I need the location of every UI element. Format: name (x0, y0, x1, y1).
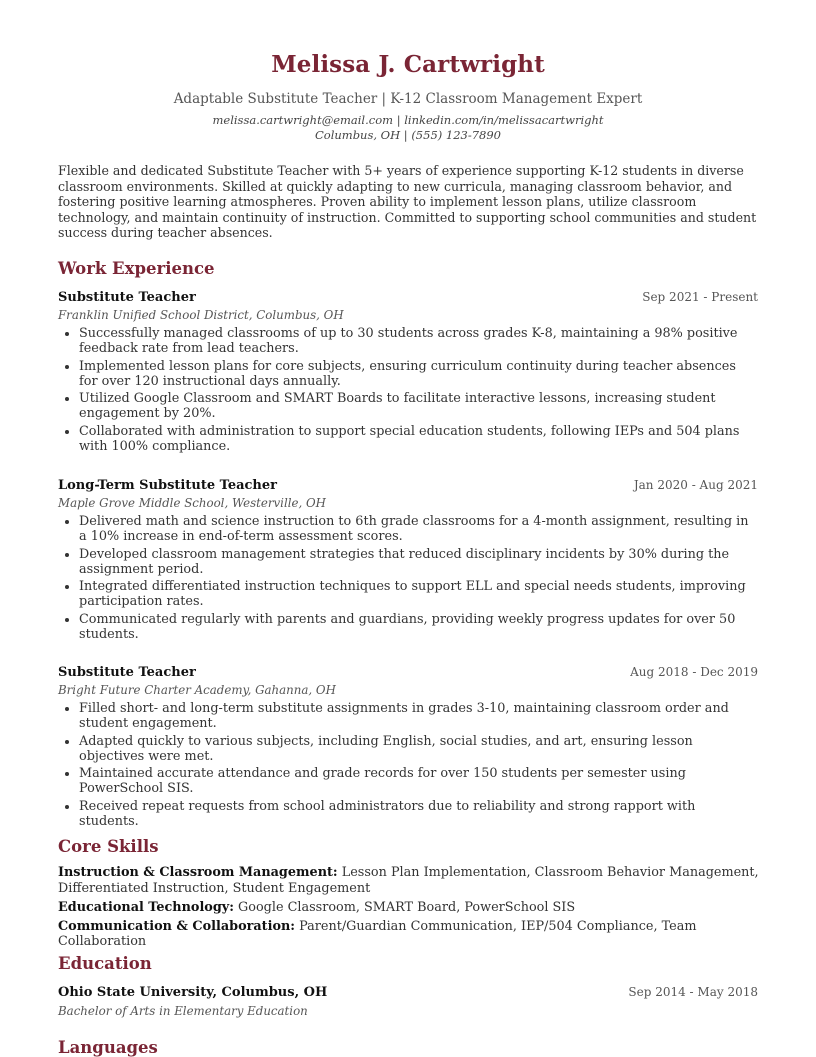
bullet-item: • Received repeat requests from school administrators due to reliability and strong rapport with students. (79, 799, 758, 829)
skill-category: Communication & Collaboration: (58, 918, 296, 934)
bullet-item: • Maintained accurate attendance and grade records for over 150 students per semester using PowerSchool SIS. (79, 766, 758, 796)
bullet-item: • Utilized Google Classroom and SMART Boards to facilitate interactive lessons, increasing student engagement by 20%. (79, 391, 758, 421)
skill-items: Lesson Plan Implementation, Classroom Behavior Management, Differentiated Instruction, Student Engagement (58, 865, 759, 896)
skill-items: Parent/Guardian Communication, IEP/504 Compliance, Team Collaboration (58, 918, 697, 950)
skill-line (58, 900, 760, 916)
skill-line (58, 919, 760, 950)
job-entry (58, 290, 758, 456)
subtitle: Adaptable Substitute Teacher | K-12 Classroom Management Expert (173, 91, 643, 107)
summary: Flexible and dedicated Substitute Teacher with 5+ years of experience supporting K-12 students in diverse classroom environments. Skilled at quickly adapting to new curricula, managing classroom behavior, and fostering positive learning atmospheres. Proven ability to implement lesson plans, utilize classroom technology, and maintain continuity of instruction. Committed to supporting school communities and student success during teacher absences. (58, 163, 757, 241)
skill-category: Educational Technology: (58, 899, 234, 915)
contact-line-1: melissa.cartwright@email.com | linkedin.com/in/melissacartwright (212, 113, 604, 127)
job-date: Sep 2021 - Present (642, 290, 758, 304)
bullet-item: • Delivered math and science instruction to 6th grade classrooms for a 4-month assignment, resulting in a 10% increase in end-of-term assessment scores. (79, 514, 758, 544)
job-title: Substitute Teacher (58, 290, 196, 305)
education-date: Sep 2014 - May 2018 (628, 985, 758, 999)
name-heading: Melissa J. Cartwright (271, 51, 545, 78)
section-title-work: Work Experience (58, 259, 215, 278)
bullet-item: • Collaborated with administration to support special education students, following IEPs and 504 plans with 100% compliance. (79, 424, 758, 454)
skills-list (58, 865, 760, 953)
bullet-item: • Filled short- and long-term substitute assignments in grades 3-10, maintaining classroom order and student engagement. (79, 701, 758, 731)
job-org: Franklin Unified School District, Columbus, OH (58, 308, 344, 322)
contact-line-2: Columbus, OH | (555) 123-7890 (314, 128, 502, 142)
job-title: Substitute Teacher (58, 665, 196, 680)
education-degree: Bachelor of Arts in Elementary Education (58, 1004, 308, 1018)
job-bullets (58, 326, 758, 454)
bullet-item: • Implemented lesson plans for core subjects, ensuring curriculum continuity during teacher absences for over 120 instructional days annually. (79, 359, 758, 389)
section-title-education: Education (58, 954, 152, 973)
job-bullets (58, 514, 758, 642)
job-title: Long-Term Substitute Teacher (58, 478, 277, 493)
bullet-item: • Adapted quickly to various subjects, including English, social studies, and art, ensuring lesson objectives were met. (79, 734, 758, 764)
section-title-skills: Core Skills (58, 837, 159, 856)
section-title-languages: Languages (58, 1038, 158, 1057)
education-school: Ohio State University, Columbus, OH (58, 985, 328, 1000)
bullet-item: • Developed classroom management strategies that reduced disciplinary incidents by 30% during the assignment period. (79, 547, 758, 577)
education-entry (58, 985, 758, 1018)
job-entry (58, 665, 758, 831)
skill-category: Instruction & Classroom Management: (58, 865, 338, 880)
skill-line (58, 865, 760, 896)
job-date: Aug 2018 - Dec 2019 (630, 665, 758, 679)
skill-items: Google Classroom, SMART Board, PowerSchool SIS (238, 899, 576, 915)
job-org: Maple Grove Middle School, Westerville, OH (58, 496, 326, 510)
bullet-item: • Integrated differentiated instruction techniques to support ELL and special needs students, improving participation rates. (79, 579, 758, 609)
job-bullets (58, 701, 758, 829)
job-date: Jan 2020 - Aug 2021 (633, 478, 758, 492)
job-entry (58, 478, 758, 644)
bullet-item: • Successfully managed classrooms of up to 30 students across grades K-8, maintaining a 98% positive feedback rate from lead teachers. (79, 326, 758, 356)
bullet-item: • Communicated regularly with parents and guardians, providing weekly progress updates for over 50 students. (79, 612, 758, 642)
job-org: Bright Future Charter Academy, Gahanna, OH (58, 683, 336, 697)
